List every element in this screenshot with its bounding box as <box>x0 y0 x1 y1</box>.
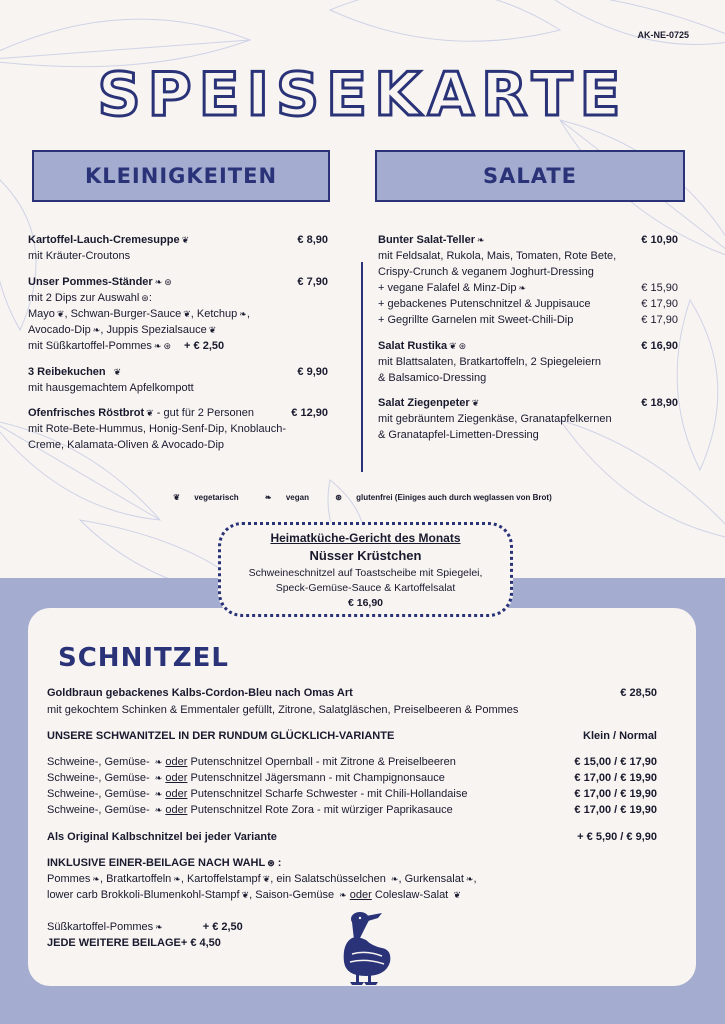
menu-code: AK-NE-0725 <box>637 30 689 40</box>
item-price: € 7,90 <box>297 275 328 288</box>
monthly-special-box <box>218 522 513 617</box>
item-name: Salat Rustika <box>378 339 448 352</box>
item-description: mit gekochtem Schinken & Emmentaler gefüllt, Zitrone, Salatgläschen, Preiselbeeren & Pommes <box>47 704 519 716</box>
item-description: mit hausgemachtem Apfelkompott <box>28 381 194 394</box>
item-price: € 10,90 <box>641 234 678 246</box>
gluten-free-icon: ⊛ <box>335 493 342 502</box>
gluten-free-icon: ⊛ <box>141 292 149 303</box>
variant-prefix: Schweine-, Gemüse- <box>47 804 150 816</box>
item-description: mit Kräuter-Croutons <box>28 249 131 262</box>
menu-item <box>378 396 678 444</box>
variant-name: Putenschnitzel Scharfe Schwester - mit Chili-Hollandaise <box>190 788 468 800</box>
cordon-bleu-row <box>47 686 657 702</box>
side-dish: , Kartoffelstampf <box>180 873 261 885</box>
gluten-free-icon: ⊛ <box>164 276 172 287</box>
variant-prefix: Schweine-, Gemüse- <box>47 756 150 768</box>
vegan-icon: ❧ <box>339 890 347 900</box>
menu-item: Unser Pommes-Ständer ❧ ⊛ € 7,90 mit 2 Dips zur Auswahl ⊛: Mayo ❦, Schwan-Burger-Sauce ❦, Ketchup ❧, Avocado-Dip ❧, Juppis Spezialsauce ❦ mit Süßkartoffel-Pommes ❧ ⊛ + € 2,50 <box>28 275 328 352</box>
item-price: € 9,90 <box>297 365 328 378</box>
variant-row <box>47 787 657 803</box>
original-price: + € 5,90 / € 9,90 <box>577 831 657 843</box>
side-dish: , Bratkartoffeln <box>99 873 172 885</box>
vegetarian-icon: ❦ <box>449 340 457 351</box>
salate-list <box>378 233 678 454</box>
item-description: mit Rote-Bete-Hummus, Honig-Senf-Dip, Knoblauch- <box>28 423 286 436</box>
oder-text: oder <box>165 772 188 784</box>
section-title-schnitzel: SCHNITZEL <box>58 643 229 673</box>
special-heading: Heimatküche-Gericht des Monats <box>270 531 461 545</box>
legend-vegetarian: vegetarisch <box>194 493 239 502</box>
dip-separator: , <box>246 307 250 320</box>
vegan-icon: ❧ <box>390 874 399 884</box>
column-divider <box>361 262 363 472</box>
addon-price: € 17,90 <box>641 313 678 326</box>
vegetarian-icon: ❦ <box>113 366 122 377</box>
variant-price: € 17,00 / € 19,90 <box>574 804 657 816</box>
vegan-icon: ❧ <box>154 757 163 767</box>
item-price: € 18,90 <box>641 397 678 410</box>
variant-row <box>47 771 657 787</box>
vegetarian-icon: ❦ <box>181 235 190 245</box>
menu-item <box>28 233 328 265</box>
item-description: Crispy-Crunch & veganem Joghurt-Dressing <box>378 265 594 278</box>
item-name: Kartoffel-Lauch-Cremesuppe <box>28 234 180 246</box>
menu-item <box>378 233 678 329</box>
item-price: € 8,90 <box>297 234 328 246</box>
item-name: 3 Reibekuchen <box>28 365 106 378</box>
vegetarian-icon: ❦ <box>262 874 271 884</box>
vegan-icon: ❧ <box>173 874 181 884</box>
side-dish: , Gurkensalat <box>398 873 464 885</box>
vegetarian-icon: ❦ <box>241 890 250 900</box>
variant-prefix: Schweine-, Gemüse- <box>47 772 150 784</box>
vegan-icon: ❧ <box>465 874 474 884</box>
vegan-icon: ❧ <box>154 773 163 783</box>
vegetarian-icon: ❦ <box>146 408 154 419</box>
dip-option: , Juppis Spezialsauce <box>100 323 207 336</box>
variant-name: Putenschnitzel Jägersmann - mit Champignonsauce <box>190 772 445 784</box>
dip-option: Mayo <box>28 307 55 320</box>
legend-gluten-free: glutenfrei (Einiges auch durch weglassen von Brot) <box>356 493 552 502</box>
item-addon: + gebackenes Putenschnitzel & Juppisauce <box>378 297 591 310</box>
item-addon: mit Süßkartoffel-Pommes <box>28 339 152 352</box>
original-text: Als Original Kalbschnitzel bei jeder Variante <box>47 831 277 843</box>
menu-item <box>378 339 678 387</box>
menu-item <box>28 365 328 397</box>
gluten-free-icon: ⊛ <box>458 340 467 351</box>
item-description: mit Blattsalaten, Bratkartoffeln, 2 Spiegeleiern <box>378 355 601 368</box>
oder-text: oder <box>165 804 188 816</box>
side-dish: Pommes <box>47 873 91 885</box>
variant-price: € 17,00 / € 19,90 <box>574 772 657 784</box>
addon-price: + € 2,50 <box>184 339 225 352</box>
special-description: Speck-Gemüse-Sauce & Kartoffelsalat <box>275 581 456 594</box>
extra-side-price: + € 4,50 <box>180 937 221 949</box>
item-description: mit gebräuntem Ziegenkäse, Granatapfelkernen <box>378 413 612 426</box>
item-addon: + Gegrillte Garnelen mit Sweet-Chili-Dip <box>378 313 574 326</box>
item-name: Bunter Salat-Teller <box>378 234 475 246</box>
item-name: Ofenfrisches Röstbrot <box>28 407 145 420</box>
vegan-icon: ❧ <box>477 235 485 245</box>
item-description: & Granatapfel-Limetten-Dressing <box>378 429 539 442</box>
legend-vegan: vegan <box>285 493 309 502</box>
dip-option: , Ketchup <box>190 307 238 320</box>
goose-logo-icon <box>338 910 394 986</box>
item-description: mit 2 Dips zur Auswahl <box>28 291 140 304</box>
dip-option: , Schwan-Burger-Sauce <box>64 307 182 320</box>
item-name: Goldbraun gebackenes Kalbs-Cordon-Bleu nach Omas Art <box>47 687 353 699</box>
vegan-icon: ❧ <box>153 340 162 351</box>
vegan-icon: ❧ <box>264 493 272 502</box>
special-name: Nüsser Krüstchen <box>309 548 422 564</box>
special-price: € 16,90 <box>347 596 384 609</box>
item-description: Creme, Kalamata-Oliven & Avocado-Dip <box>28 439 225 452</box>
beilage-heading: INKLUSIVE EINER-BEILAGE NACH WAHL <box>47 857 266 869</box>
oder-text: oder <box>165 788 188 800</box>
item-price: € 16,90 <box>641 339 678 352</box>
side-separator: , <box>473 873 477 885</box>
diet-legend <box>0 492 725 504</box>
variants-header <box>47 729 657 745</box>
menu-item <box>28 406 328 454</box>
variant-row <box>47 803 657 819</box>
addon-price: € 15,90 <box>641 281 678 294</box>
item-addon: + vegane Falafel & Minz-Dip <box>378 281 517 294</box>
size-heading: Klein / Normal <box>583 730 657 742</box>
variants-heading: UNSERE SCHWANITZEL IN DER RUNDUM GLÜCKLICH-VARIANTE <box>47 730 395 742</box>
vegan-icon: ❧ <box>239 308 247 319</box>
variant-price: € 17,00 / € 19,90 <box>574 788 657 800</box>
side-dish: lower carb Brokkoli-Blumenkohl-Stampf <box>47 889 240 901</box>
item-price: € 12,90 <box>291 407 328 420</box>
item-description: mit Feldsalat, Rukola, Mais, Tomaten, Rote Bete, <box>378 249 617 262</box>
variant-prefix: Schweine-, Gemüse- <box>47 788 150 800</box>
vegetarian-icon: ❦ <box>453 890 461 900</box>
vegetarian-icon: ❦ <box>56 308 65 319</box>
variant-price: € 15,00 / € 17,90 <box>574 756 657 768</box>
dip-option: Avocado-Dip <box>28 323 91 336</box>
vegan-icon: ❧ <box>154 276 163 287</box>
addon-price: € 17,90 <box>641 297 678 310</box>
oder-text: oder <box>349 889 372 901</box>
variant-name: Putenschnitzel Opernball - mit Zitrone & Preiselbeeren <box>190 756 456 768</box>
page-title: SPEISEKARTE <box>97 60 628 130</box>
beilage-list <box>47 888 667 904</box>
vegan-icon: ❧ <box>92 874 100 884</box>
side-dish: , ein Salatschüsselchen <box>270 873 386 885</box>
beilage-list <box>47 872 667 888</box>
vegan-icon: ❧ <box>154 805 163 815</box>
kleinigkeiten-list <box>28 233 328 464</box>
item-name: Salat Ziegenpeter <box>378 397 470 410</box>
vegetarian-icon: ❦ <box>183 308 191 319</box>
variant-name: Putenschnitzel Rote Zora - mit würziger Paprikasauce <box>190 804 453 816</box>
extra-side-text: JEDE WEITERE BEILAGE <box>47 937 181 949</box>
vegetarian-icon: ❦ <box>471 398 480 409</box>
original-row <box>47 830 657 846</box>
addon-name: Süßkartoffel-Pommes <box>47 921 154 933</box>
category-salate: SALATE <box>375 150 685 202</box>
gluten-free-icon: ⊛ <box>267 858 275 868</box>
vegetarian-icon: ❦ <box>173 493 180 502</box>
vegan-icon: ❧ <box>92 324 101 335</box>
oder-text: oder <box>165 756 188 768</box>
item-description: & Balsamico-Dressing <box>378 371 487 384</box>
gluten-free-icon: ⊛ <box>163 340 171 351</box>
vegetarian-icon: ❦ <box>208 324 217 335</box>
vegan-icon: ❧ <box>518 282 527 293</box>
special-description: Schweineschnitzel auf Toastscheibe mit Spiegelei, <box>248 567 483 580</box>
item-price: € 28,50 <box>620 687 657 699</box>
vegan-icon: ❧ <box>154 789 163 799</box>
addon-price: + € 2,50 <box>202 921 243 933</box>
beilage-heading-row: INKLUSIVE EINER-BEILAGE NACH WAHL ⊛ : <box>47 857 282 869</box>
item-note: - gut für 2 Personen <box>153 407 254 420</box>
side-dish: , Saison-Gemüse <box>249 889 335 901</box>
vegan-icon: ❧ <box>155 922 163 932</box>
category-kleinigkeiten: KLEINIGKEITEN <box>32 150 330 202</box>
variant-row <box>47 755 657 771</box>
side-dish: Coleslaw-Salat <box>374 889 449 901</box>
item-name: Unser Pommes-Ständer <box>28 275 153 288</box>
